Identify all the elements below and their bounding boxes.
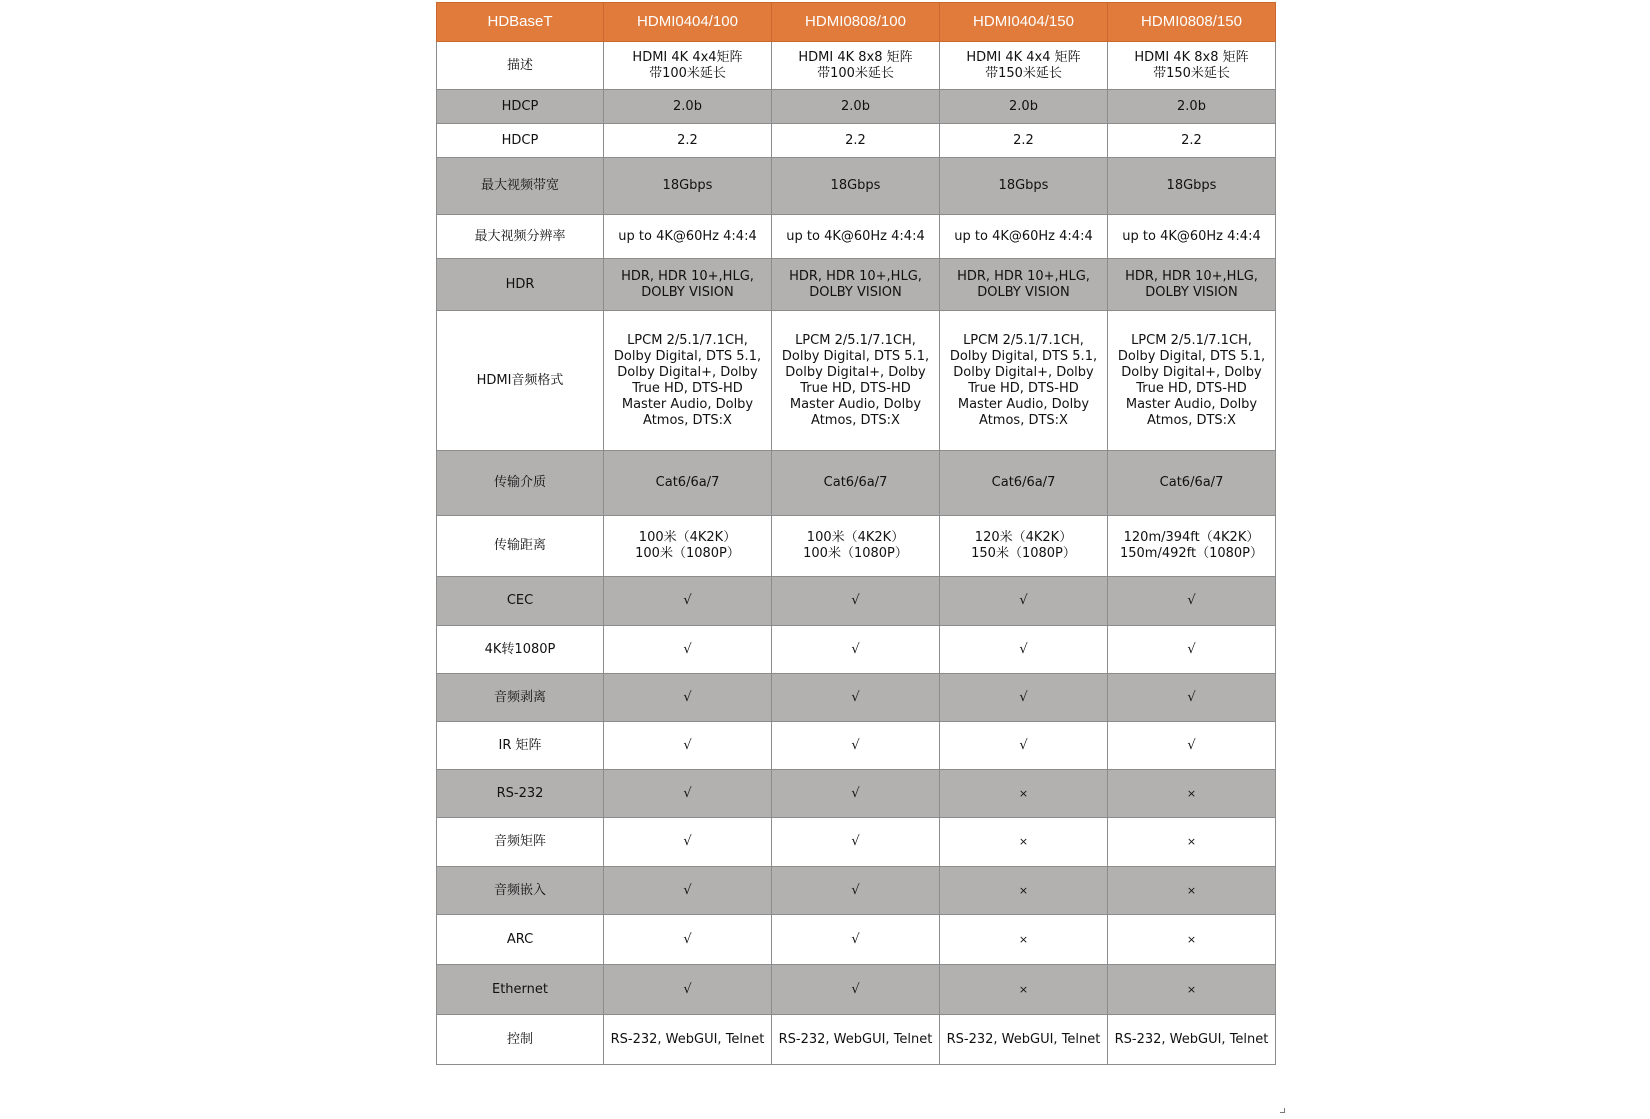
page-corner-mark [1280,1108,1285,1113]
check-mark: √ [604,818,772,867]
table-cell: 18Gbps [604,158,772,215]
cross-mark: × [1108,915,1276,965]
row-audio-embed [437,867,1276,915]
check-mark: √ [1108,722,1276,770]
cross-mark: × [940,770,1108,818]
check-mark: √ [604,722,772,770]
row-label: 传输距离 [437,516,604,577]
check-mark: √ [604,915,772,965]
row-label: HDCP [437,90,604,124]
table-cell: HDMI 4K 8x8 矩阵 带150米延长 [1108,42,1276,90]
row-label: 音频嵌入 [437,867,604,915]
table-cell: Cat6/6a/7 [772,451,940,516]
table-cell: 100米（4K2K） 100米（1080P） [772,516,940,577]
check-mark: √ [604,770,772,818]
row-rs232 [437,770,1276,818]
row-label: 描述 [437,42,604,90]
row-cec [437,577,1276,626]
cross-mark: × [1108,867,1276,915]
row-label: ARC [437,915,604,965]
check-mark: √ [772,867,940,915]
table-cell: LPCM 2/5.1/7.1CH, Dolby Digital, DTS 5.1, Dolby Digital+, Dolby True HD, DTS-HD Master Audio, Dolby Atmos, DTS:X [604,311,772,451]
table-cell: LPCM 2/5.1/7.1CH, Dolby Digital, DTS 5.1, Dolby Digital+, Dolby True HD, DTS-HD Master Audio, Dolby Atmos, DTS:X [772,311,940,451]
table-cell: 2.2 [1108,124,1276,158]
cross-mark: × [940,867,1108,915]
row-hdcp-2-2 [437,124,1276,158]
table-cell: LPCM 2/5.1/7.1CH, Dolby Digital, DTS 5.1, Dolby Digital+, Dolby True HD, DTS-HD Master Audio, Dolby Atmos, DTS:X [1108,311,1276,451]
table-cell: 2.0b [604,90,772,124]
table-cell: up to 4K@60Hz 4:4:4 [772,215,940,259]
table-cell: HDMI 4K 4x4 矩阵 带150米延长 [940,42,1108,90]
table-cell: 18Gbps [940,158,1108,215]
row-label: 音频矩阵 [437,818,604,867]
row-label: 最大视频带宽 [437,158,604,215]
table-cell: 2.2 [772,124,940,158]
row-transmission-medium [437,451,1276,516]
row-audio-format [437,311,1276,451]
check-mark: √ [772,626,940,674]
table-cell: LPCM 2/5.1/7.1CH, Dolby Digital, DTS 5.1, Dolby Digital+, Dolby True HD, DTS-HD Master Audio, Dolby Atmos, DTS:X [940,311,1108,451]
check-mark: √ [772,674,940,722]
row-control [437,1015,1276,1065]
header-model-hdmi0808-150: HDMI0808/150 [1108,3,1276,42]
table-cell: HDMI 4K 4x4矩阵 带100米延长 [604,42,772,90]
table-cell: 18Gbps [772,158,940,215]
check-mark: √ [772,770,940,818]
check-mark: √ [604,577,772,626]
header-model-hdmi0808-100: HDMI0808/100 [772,3,940,42]
check-mark: √ [604,965,772,1015]
table-cell: HDMI 4K 8x8 矩阵 带100米延长 [772,42,940,90]
row-audio-extraction [437,674,1276,722]
check-mark: √ [940,626,1108,674]
row-label: 4K转1080P [437,626,604,674]
check-mark: √ [1108,577,1276,626]
table-header-row [437,3,1276,42]
row-arc [437,915,1276,965]
row-label: HDCP [437,124,604,158]
table-cell: 2.2 [940,124,1108,158]
row-ir-matrix [437,722,1276,770]
table-cell: HDR, HDR 10+,HLG, DOLBY VISION [940,259,1108,311]
cross-mark: × [1108,770,1276,818]
check-mark: √ [772,818,940,867]
row-description [437,42,1276,90]
cross-mark: × [940,965,1108,1015]
check-mark: √ [1108,626,1276,674]
row-audio-matrix [437,818,1276,867]
row-label: Ethernet [437,965,604,1015]
row-ethernet [437,965,1276,1015]
table-cell: Cat6/6a/7 [940,451,1108,516]
row-4k-to-1080p [437,626,1276,674]
row-hdcp-version [437,90,1276,124]
check-mark: √ [604,674,772,722]
row-max-bandwidth [437,158,1276,215]
header-hdbaset: HDBaseT [437,3,604,42]
check-mark: √ [1108,674,1276,722]
row-label: CEC [437,577,604,626]
check-mark: √ [772,722,940,770]
row-label: IR 矩阵 [437,722,604,770]
row-label: 最大视频分辨率 [437,215,604,259]
table-cell: 120米（4K2K） 150米（1080P） [940,516,1108,577]
table-cell: up to 4K@60Hz 4:4:4 [604,215,772,259]
table-cell: RS-232, WebGUI, Telnet [772,1015,940,1065]
table-cell: 120m/394ft（4K2K） 150m/492ft（1080P） [1108,516,1276,577]
table-cell: 2.0b [1108,90,1276,124]
table-cell: 2.0b [940,90,1108,124]
check-mark: √ [772,577,940,626]
row-label: RS-232 [437,770,604,818]
table-cell: up to 4K@60Hz 4:4:4 [940,215,1108,259]
table-cell: 2.0b [772,90,940,124]
row-label: 传输介质 [437,451,604,516]
check-mark: √ [772,915,940,965]
table-cell: HDR, HDR 10+,HLG, DOLBY VISION [772,259,940,311]
header-model-hdmi0404-100: HDMI0404/100 [604,3,772,42]
spec-comparison-table [436,2,1276,1065]
cross-mark: × [1108,818,1276,867]
cross-mark: × [940,818,1108,867]
table-cell: 2.2 [604,124,772,158]
cross-mark: × [940,915,1108,965]
table-cell: Cat6/6a/7 [604,451,772,516]
check-mark: √ [604,626,772,674]
check-mark: √ [940,674,1108,722]
row-label: HDR [437,259,604,311]
table-cell: 18Gbps [1108,158,1276,215]
table-cell: RS-232, WebGUI, Telnet [940,1015,1108,1065]
table-cell: up to 4K@60Hz 4:4:4 [1108,215,1276,259]
row-hdr [437,259,1276,311]
table-cell: RS-232, WebGUI, Telnet [1108,1015,1276,1065]
row-max-resolution [437,215,1276,259]
table-cell: RS-232, WebGUI, Telnet [604,1015,772,1065]
table-cell: 100米（4K2K） 100米（1080P） [604,516,772,577]
row-label: 音频剥离 [437,674,604,722]
row-label: HDMI音频格式 [437,311,604,451]
table-cell: Cat6/6a/7 [1108,451,1276,516]
table-cell: HDR, HDR 10+,HLG, DOLBY VISION [1108,259,1276,311]
row-transmission-distance [437,516,1276,577]
check-mark: √ [772,965,940,1015]
row-label: 控制 [437,1015,604,1065]
header-model-hdmi0404-150: HDMI0404/150 [940,3,1108,42]
table-cell: HDR, HDR 10+,HLG, DOLBY VISION [604,259,772,311]
check-mark: √ [604,867,772,915]
check-mark: √ [940,722,1108,770]
check-mark: √ [940,577,1108,626]
cross-mark: × [1108,965,1276,1015]
